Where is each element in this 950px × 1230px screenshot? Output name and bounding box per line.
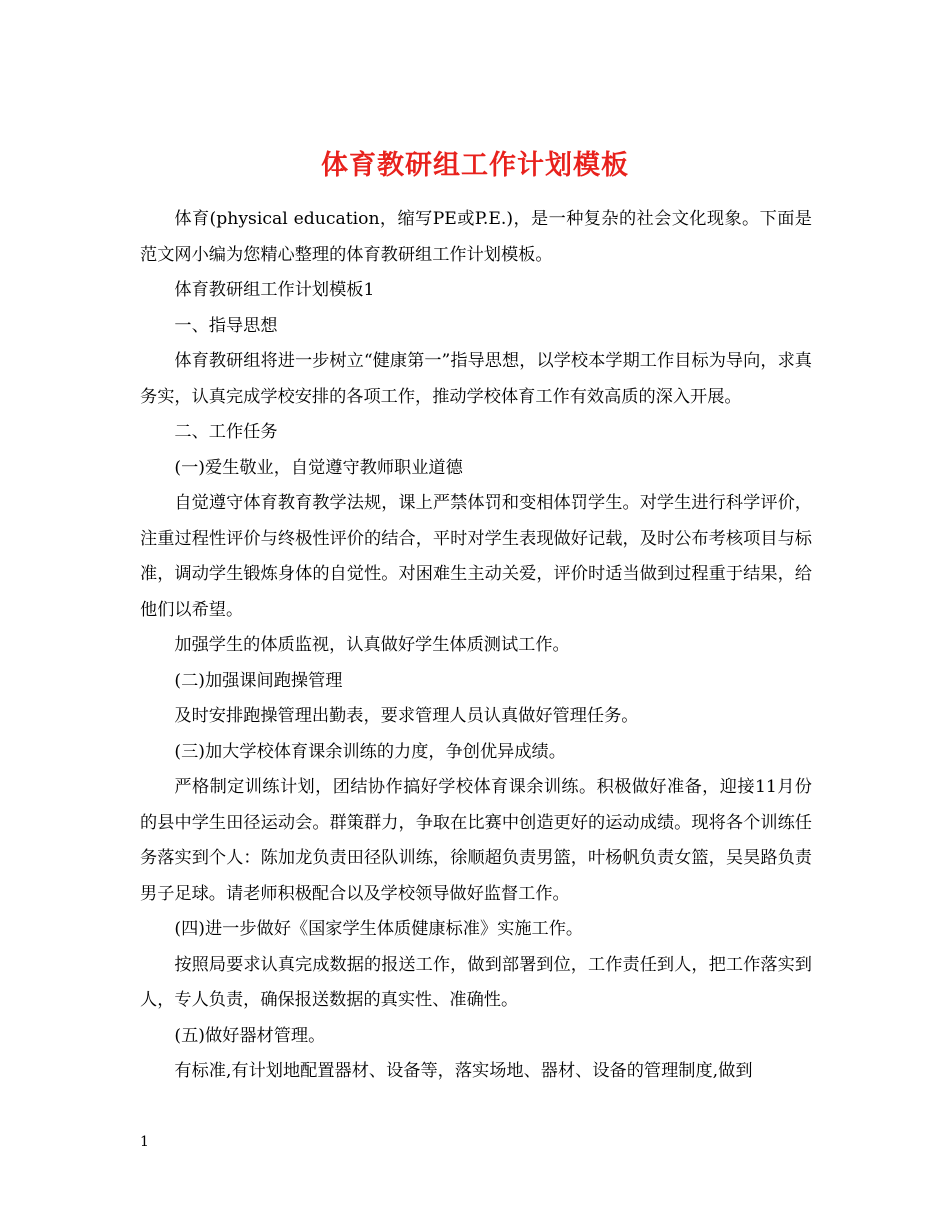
body-paragraph: 加强学生的体质监视，认真做好学生体质测试工作。 bbox=[174, 635, 570, 655]
page-title: 体育教研组工作计划模板 bbox=[321, 150, 629, 182]
body-paragraph: 自觉遵守体育教育教学法规，课上严禁体罚和变相体罚学生。对学生进行科学评价，注重过程性评价与终极性评价的结合，平时对学生表现做好记载，及时公布考核项目与标准，调动学生锻炼身体的自觉性。对困难生主动关爱，评价时适当做到过程重于结果，给他们以希望。 bbox=[140, 493, 812, 620]
body-paragraph: 及时安排跑操管理出勤表，要求管理人员认真做好管理任务。 bbox=[174, 706, 639, 726]
subheading-2: (二)加强课间跑操管理 bbox=[174, 670, 343, 691]
body-paragraph: 体育教研组将进一步树立“健康第一”指导思想，以学校本学期工作目标为导向，求真务实，认真完成学校安排的各项工作，推动学校体育工作有效高质的深入开展。 bbox=[140, 351, 812, 407]
subheading-5: (五)做好器材管理。 bbox=[174, 1025, 326, 1046]
subheading-3: (三)加大学校体育课余训练的力度，争创优异成绩。 bbox=[174, 741, 566, 762]
page-number: 1 bbox=[140, 1134, 149, 1150]
body-paragraph: 有标准,有计划地配置器材、设备等，落实场地、器材、设备的管理制度,做到 bbox=[174, 1061, 753, 1081]
heading-work-tasks: 二、工作任务 bbox=[174, 422, 278, 442]
intro-paragraph: 体育(physical education，缩写PE或P.E.)，是一种复杂的社会文化现象。下面是范文网小编为您精心整理的体育教研组工作计划模板。 bbox=[140, 209, 812, 265]
body-paragraph: 严格制定训练计划，团结协作搞好学校体育课余训练。积极做好准备，迎接11月份的县中学生田径运动会。群策群力，争取在比赛中创造更好的运动成绩。现将各个训练任务落实到个人：陈加龙负责田径队训练，徐顺超负责男篮，叶杨帆负责女篮，吴昊路负责男子足球。请老师积极配合以及学校领导做好监督工作。 bbox=[140, 777, 812, 904]
heading-guiding-thought: 一、指导思想 bbox=[174, 315, 278, 336]
section-title: 体育教研组工作计划模板1 bbox=[174, 280, 375, 300]
subheading-4: (四)进一步做好《国家学生体质健康标准》实施工作。 bbox=[174, 919, 584, 939]
document-body bbox=[140, 202, 812, 1090]
body-paragraph: 按照局要求认真完成数据的报送工作，做到部署到位，工作责任到人，把工作落实到人，专人负责，确保报送数据的真实性、准确性。 bbox=[140, 954, 812, 1010]
subheading-1: (一)爱生敬业，自觉遵守教师职业道德 bbox=[174, 457, 463, 478]
